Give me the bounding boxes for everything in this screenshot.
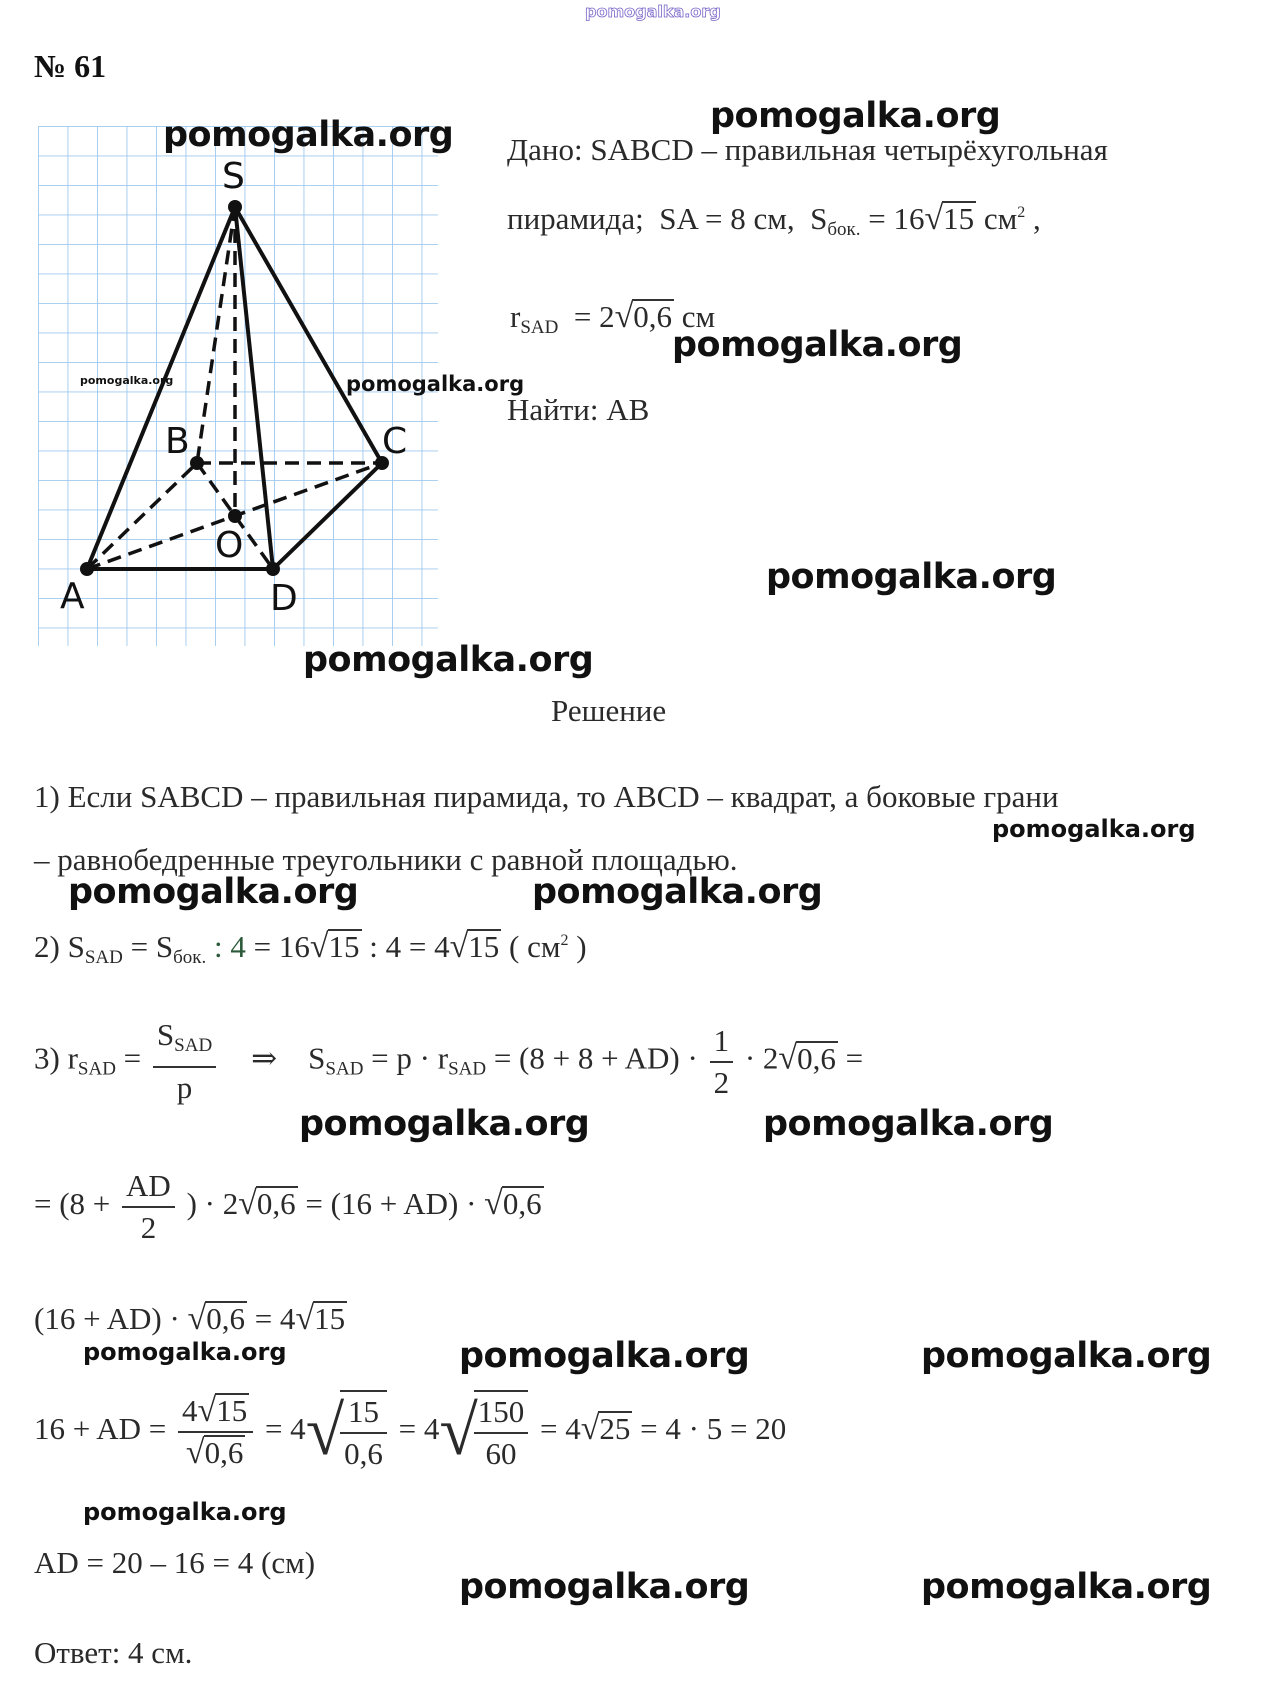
top-watermark: pomogalka.org xyxy=(585,2,721,21)
given-line-3: $r_{SAD} = 2√0,6$ см xyxy=(510,298,716,338)
step-3-line-3: (16 + AD) · √0,6 = 4√15 xyxy=(34,1300,346,1337)
step-1-line-2: – равнобедренные треугольники с равной площадью. xyxy=(34,842,738,877)
label-a: A xyxy=(60,576,85,617)
step-3: 3) $r_{SAD}$ = $\frac{S_{SAD}}{p}$ ⇒ $S_{SAD} = p \cdot r_{SAD} = (8 + 8 + AD)$ · $\frac{1}{2}$ · 2√0,6 = xyxy=(34,1015,863,1108)
label-c: C xyxy=(382,421,408,462)
watermark: pomogalka.org xyxy=(83,1498,287,1526)
fraction-one-half: $\frac{1}{2}$ xyxy=(710,1021,734,1103)
fraction-s-over-p: $\frac{S_{SAD}}{p}$ xyxy=(153,1015,216,1108)
watermark: pomogalka.org xyxy=(459,1336,750,1376)
watermark: pomogalka.org xyxy=(83,1338,287,1366)
watermark: pomogalka.org xyxy=(766,557,1057,597)
given-line-2: пирамида; SA = 8 см, $S_{бок.} = 16√15$ $см^2$ , xyxy=(507,200,1041,240)
watermark: pomogalka.org xyxy=(346,372,525,396)
label-b: B xyxy=(165,421,190,462)
step-3-line-5: AD = 20 – 16 = 4 (см) xyxy=(34,1545,316,1580)
label-d: D xyxy=(270,578,298,619)
problem-number: № 61 xyxy=(34,48,107,84)
given-line-1: Дано: SABCD – правильная четырёхугольная xyxy=(507,132,1108,167)
label-s: S xyxy=(222,156,245,197)
answer: Ответ: 4 см. xyxy=(34,1635,193,1670)
fraction-ad-over-2: $\frac{AD}{2}$ xyxy=(122,1166,175,1248)
step-2: 2) $S_{SAD} = S_{бок.}$ : 4 = 16√15 : 4 = 4√15 ( $см^2$ ) xyxy=(34,928,587,968)
step-3-line-4: 16 + AD = $\frac{4√15}{√0,6}$ = 4√ $\frac{15}{0,6}$ = 4√ $\frac{150}{60}$ = 4√25 = 4 · 5 = 20 xyxy=(34,1390,786,1474)
watermark: pomogalka.org xyxy=(68,872,359,912)
watermark: pomogalka.org xyxy=(459,1567,750,1607)
fraction-15-over-06: $\frac{15}{0,6}$ xyxy=(340,1390,387,1474)
watermark: pomogalka.org xyxy=(299,1104,590,1144)
watermark: pomogalka.org xyxy=(163,115,454,155)
solution-heading: Решение xyxy=(551,693,667,728)
fraction-150-over-60: $\frac{150}{60}$ xyxy=(474,1390,529,1474)
watermark: pomogalka.org xyxy=(992,815,1196,843)
label-o: O xyxy=(215,525,244,566)
watermark: pomogalka.org xyxy=(921,1336,1212,1376)
watermark: pomogalka.org xyxy=(532,872,823,912)
point-a xyxy=(80,562,94,576)
given-find: Найти: AB xyxy=(507,392,650,427)
watermark: pomogalka.org xyxy=(80,374,174,387)
fraction-4root15-over-root06: $\frac{4√15}{√0,6}$ xyxy=(178,1391,253,1473)
watermark: pomogalka.org xyxy=(763,1104,1054,1144)
point-s xyxy=(228,200,242,214)
step-3-line-2: = (8 + $\frac{AD}{2}$ ) · 2√0,6 = (16 + AD) · √0,6 xyxy=(34,1166,544,1248)
watermark: pomogalka.org xyxy=(921,1567,1212,1607)
watermark: pomogalka.org xyxy=(672,325,963,365)
watermark: pomogalka.org xyxy=(710,96,1001,136)
point-d xyxy=(266,562,280,576)
watermark: pomogalka.org xyxy=(303,640,594,680)
step-1-line-1: 1) Если SABCD – правильная пирамида, то ABCD – квадрат, а боковые грани xyxy=(34,779,1059,814)
point-b xyxy=(190,456,204,470)
point-o xyxy=(228,509,242,523)
implies-arrow: ⇒ xyxy=(251,1040,278,1076)
